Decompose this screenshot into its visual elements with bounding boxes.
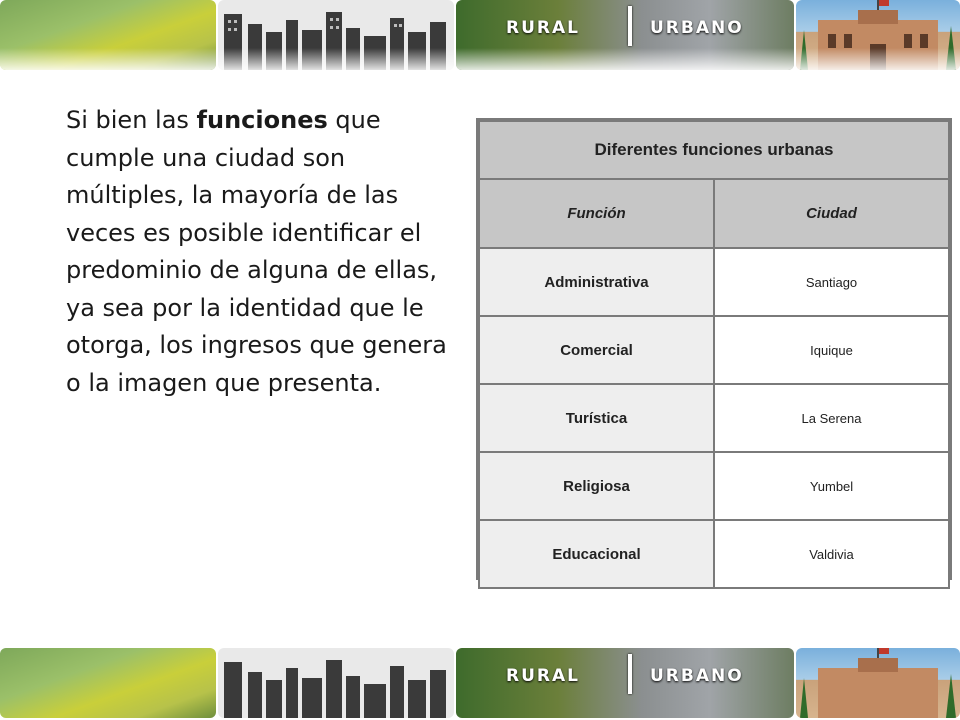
- paragraph-end: que cumple una ciudad son múltiples, la mayoría de las veces es posible identificar el predominio de alguna de ellas, ya sea por la identidad que le otorga, los ingresos que genera o la imagen que presenta.: [66, 106, 447, 397]
- urbano-label-bottom: URBANO: [650, 666, 744, 686]
- skyline-graphic-bottom: [218, 648, 454, 718]
- table-row: [479, 452, 949, 520]
- cell-ciudad: Iquique: [714, 316, 949, 384]
- cell-funcion: Educacional: [479, 520, 714, 588]
- cell-ciudad: Yumbel: [714, 452, 949, 520]
- city-skyline-image-bottom: [218, 648, 454, 718]
- cell-ciudad: Santiago: [714, 248, 949, 316]
- table-row: [479, 248, 949, 316]
- cell-ciudad: Valdivia: [714, 520, 949, 588]
- skyline-graphic: [218, 0, 454, 70]
- header-funcion: Función: [479, 179, 714, 248]
- bottom-banner: [0, 648, 960, 718]
- rural-field-image-bottom: [0, 648, 216, 718]
- urban-functions-table: [476, 118, 952, 580]
- rural-field-image: [0, 0, 216, 70]
- paragraph-start: Si bien las: [66, 106, 197, 134]
- urbano-label: URBANO: [650, 18, 744, 38]
- cell-funcion: Turística: [479, 384, 714, 452]
- table-row: [479, 520, 949, 588]
- top-banner: [0, 0, 960, 70]
- building-graphic-bottom: [796, 648, 960, 718]
- table-title: Diferentes funciones urbanas: [479, 121, 949, 179]
- cell-funcion: Administrativa: [479, 248, 714, 316]
- body-paragraph: [66, 102, 456, 402]
- cell-funcion: Comercial: [479, 316, 714, 384]
- rural-urbano-image: [456, 0, 794, 70]
- city-skyline-image: [218, 0, 454, 70]
- historic-building-image-bottom: [796, 648, 960, 718]
- banner-separator: [628, 6, 632, 46]
- table-row: [479, 316, 949, 384]
- functions-table: [478, 120, 950, 589]
- cell-ciudad: La Serena: [714, 384, 949, 452]
- cell-funcion: Religiosa: [479, 452, 714, 520]
- header-ciudad: Ciudad: [714, 179, 949, 248]
- table-row: [479, 384, 949, 452]
- rural-urbano-image-bottom: [456, 648, 794, 718]
- historic-building-image: [796, 0, 960, 70]
- table-header-row: [479, 179, 949, 248]
- rural-label: RURAL: [506, 18, 580, 38]
- rural-label-bottom: RURAL: [506, 666, 580, 686]
- banner-separator-bottom: [628, 654, 632, 694]
- paragraph-bold-term: funciones: [196, 106, 328, 134]
- building-graphic: [796, 0, 960, 70]
